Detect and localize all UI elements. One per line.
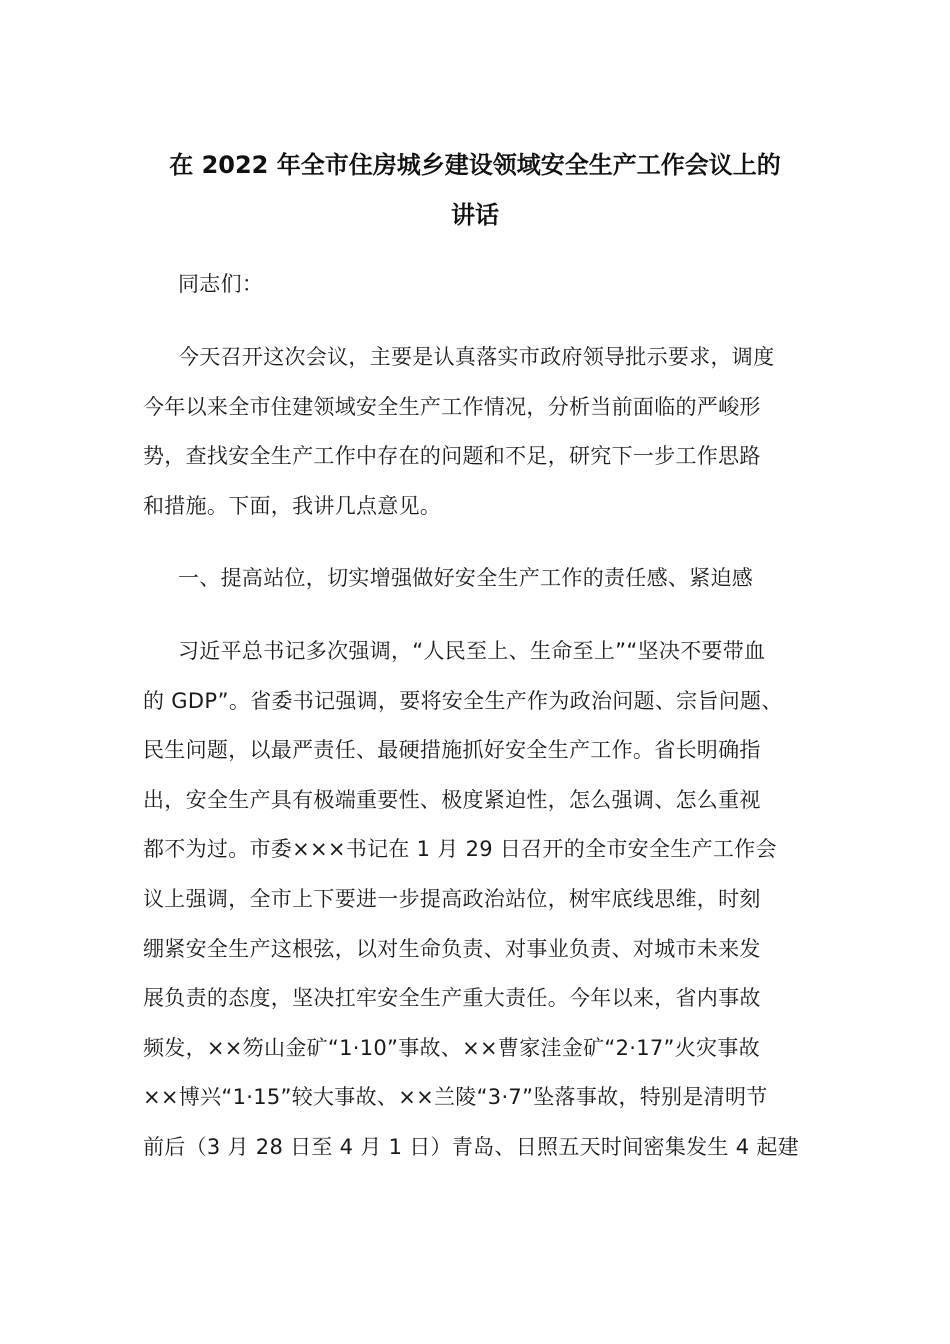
document-title — [120, 140, 830, 239]
paragraph-line: 展负责的态度，坚决扛牢安全生产重大责任。今年以来，省内事故 — [143, 986, 761, 1011]
section-heading-1 — [143, 554, 823, 604]
paragraph-line: 今年以来全市住建领域安全生产工作情况，分析当前面临的严峻形 — [143, 394, 761, 419]
salutation — [143, 260, 823, 310]
salutation-text: 同志们： — [178, 272, 264, 296]
paragraph-line: ××博兴“1·15”较大事故、××兰陵“3·7”坠落事故，特别是清明节 — [143, 1085, 768, 1110]
paragraph-line: 的 GDP”。省委书记强调，要将安全生产作为政治问题、宗旨问题、 — [143, 688, 783, 713]
title-line: 讲话 — [451, 200, 499, 229]
paragraph-1 — [143, 333, 823, 531]
paragraph-line: 今天召开这次会议，主要是认真落实市政府领导批示要求，调度 — [178, 345, 775, 369]
paragraph-line: 前后（3 月 28 日至 4 月 1 日）青岛、日照五天时间密集发生 4 起建 — [143, 1134, 799, 1159]
paragraph-line: 议上强调，全市上下要进一步提高政治站位，树牢底线思维，时刻 — [143, 886, 761, 911]
paragraph-line: 都不为过。市委×××书记在 1 月 29 日召开的全市安全生产工作会 — [143, 837, 777, 862]
paragraph-line: 绷紧安全生产这根弦，以对生命负责、对事业负责、对城市未来发 — [143, 936, 761, 961]
paragraph-line: 出，安全生产具有极端重要性、极度紧迫性，怎么强调、怎么重视 — [143, 787, 761, 812]
heading-text: 一、提高站位，切实增强做好安全生产工作的责任感、紧迫感 — [178, 566, 754, 590]
paragraph-line: 和措施。下面，我讲几点意见。 — [143, 493, 442, 518]
paragraph-line: 民生问题，以最严责任、最硬措施抓好安全生产工作。省长明确指 — [143, 738, 761, 763]
paragraph-line: 势，查找安全生产工作中存在的问题和不足，研究下一步工作思路 — [143, 444, 761, 469]
title-line: 在 2022 年全市住房城乡建设领域安全生产工作会议上的 — [169, 151, 781, 179]
paragraph-2 — [143, 627, 823, 1173]
paragraph-line: 频发，××笏山金矿“1·10”事故、××曹家洼金矿“2·17”火灾事故 — [143, 1035, 760, 1060]
paragraph-line: 习近平总书记多次强调，“人民至上、生命至上”“坚决不要带血 — [178, 639, 766, 663]
